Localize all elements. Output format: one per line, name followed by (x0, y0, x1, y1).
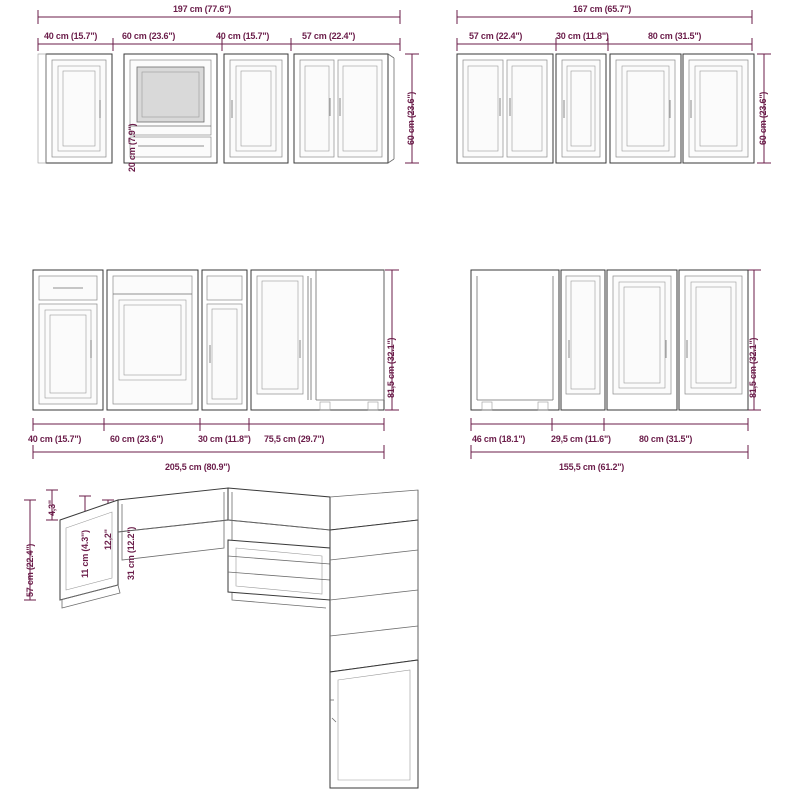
dim-top-left-seg-3: 40 cm (15.7") (216, 31, 270, 41)
dim-line-br-total (471, 445, 748, 459)
base-unit-l-75 (251, 270, 384, 410)
dim-top-right-seg-2: 30 cm (11.8") (556, 31, 609, 41)
dim-bl-seg-3: 30 cm (11.8") (198, 434, 251, 444)
wall-unit-r-30 (556, 54, 606, 163)
dim-persp-4-3: 4,3" (47, 500, 57, 516)
dim-bl-height: 81,5 cm (32.1") (386, 337, 396, 398)
dim-br-total: 155,5 cm (61.2") (559, 462, 625, 472)
wall-unit-r-80-a (610, 54, 681, 163)
dim-bl-seg-2: 60 cm (23.6") (110, 434, 164, 444)
base-unit-r-46 (471, 270, 559, 410)
dim-top-left-seg-4: 57 cm (22.4") (302, 31, 356, 41)
dim-persp-12-2: 12,2" (103, 529, 113, 550)
dim-br-seg-1: 46 cm (18.1") (472, 434, 526, 444)
wall-unit-left-40 (38, 54, 112, 163)
dim-bl-total: 205,5 cm (80.9") (165, 462, 231, 472)
dim-top-right-height: 60 cm (23.6") (758, 91, 768, 145)
base-unit-r-29 (561, 270, 605, 410)
perspective-right-run (330, 490, 418, 788)
dim-persp-57: 57 cm (22.4") (25, 543, 35, 597)
base-unit-l-60 (107, 270, 198, 410)
wall-unit-mid-60 (124, 54, 217, 163)
dim-top-right-total: 167 cm (65.7") (573, 4, 632, 14)
dim-line-bl-total (33, 445, 384, 459)
wall-unit-r-57 (457, 54, 553, 163)
dim-br-seg-3: 80 cm (31.5") (639, 434, 693, 444)
dim-br-seg-2: 29,5 cm (11.6") (551, 434, 611, 444)
dim-line-bl-segments (33, 418, 384, 431)
dim-bl-seg-1: 40 cm (15.7") (28, 434, 82, 444)
dim-br-height: 81,5 cm (32.1") (748, 337, 758, 398)
dim-persp-11: 11 cm (4.3") (80, 530, 90, 578)
dim-persp-31: 31 cm (12.2") (126, 526, 136, 580)
dim-line-br-segments (471, 418, 748, 431)
base-unit-r-80-a (607, 270, 677, 410)
base-unit-r-80-b (679, 270, 748, 410)
dim-top-right-seg-3: 80 cm (31.5") (648, 31, 702, 41)
base-unit-l-30 (202, 270, 247, 410)
wall-unit-right-57 (294, 54, 394, 163)
wall-unit-third-40 (224, 54, 288, 163)
wall-unit-r-80-b (683, 54, 754, 163)
dim-bl-seg-4: 75,5 cm (29.7") (264, 434, 325, 444)
dim-top-left-total: 197 cm (77.6") (173, 4, 232, 14)
dim-top-left-height: 60 cm (23.6") (406, 91, 416, 145)
dim-top-left-seg-2: 60 cm (23.6") (122, 31, 176, 41)
dim-top-right-seg-1: 57 cm (22.4") (469, 31, 523, 41)
dim-top-left-seg-1: 40 cm (15.7") (44, 31, 98, 41)
dim-top-left-inner-height: 20 cm (7.9") (127, 123, 137, 172)
base-unit-l-40 (33, 270, 103, 410)
